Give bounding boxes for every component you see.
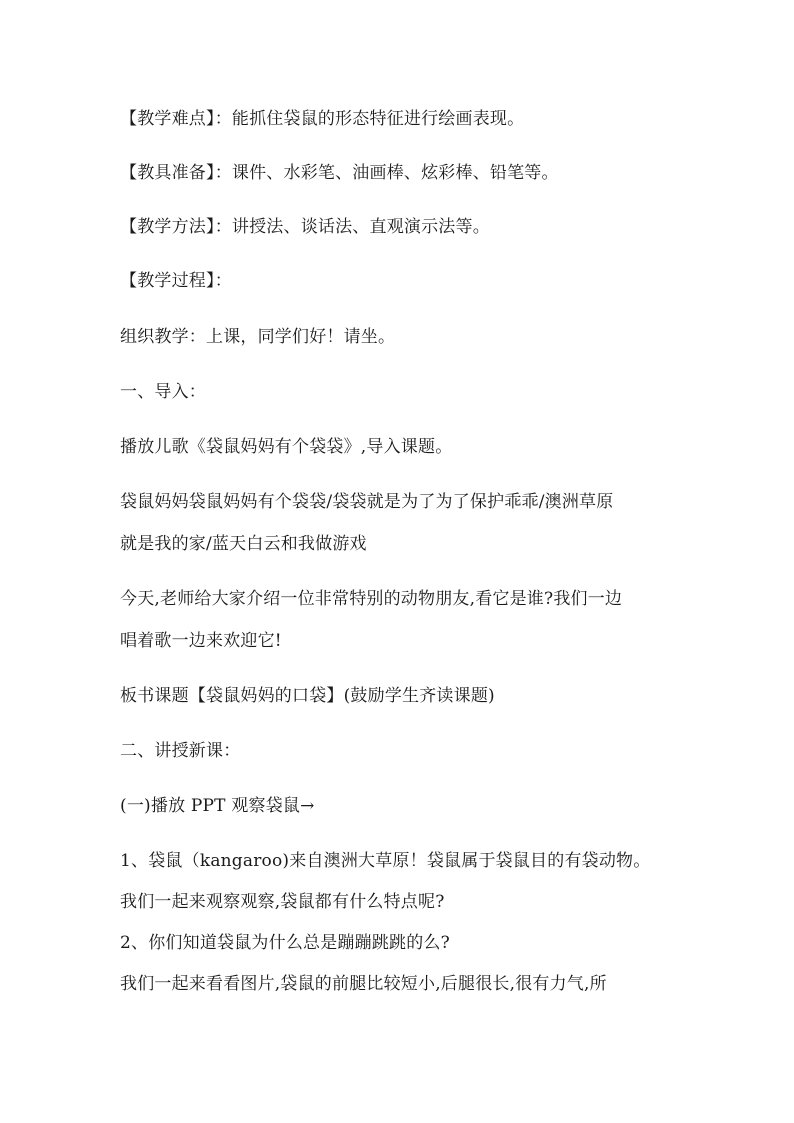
text-line-teaching-process: 【教学过程】： xyxy=(120,271,232,291)
text-line-play-song: 播放儿歌《袋鼠妈妈有个袋袋》,导入课题。 xyxy=(120,437,453,457)
text-line-class-organization: 组织教学：上课，同学们好！请坐。 xyxy=(120,327,396,347)
text-line-song-lyrics-2: 就是我的家/蓝天白云和我做游戏 xyxy=(120,534,367,554)
text-line-look-at-pictures: 我们一起来看看图片,袋鼠的前腿比较短小,后腿很长,很有力气,所 xyxy=(120,974,607,994)
text-line-board-title: 板书课题【袋鼠妈妈的口袋】(鼓励学生齐读课题) xyxy=(120,686,495,706)
section-heading-new-lesson: 二、讲授新课： xyxy=(120,741,241,761)
text-line-today-1: 今天,老师给大家介绍一位非常特别的动物朋友,看它是谁?我们一边 xyxy=(120,589,623,609)
text-line-teaching-materials: 【教具准备】：课件、水彩笔、油画棒、炫彩棒、铅笔等。 xyxy=(120,163,559,183)
text-line-kangaroo-origin: 1、袋鼠（kangaroo)来自澳洲大草原！袋鼠属于袋鼠目的有袋动物。 xyxy=(120,851,651,871)
text-line-ppt-observe: (一)播放 PPT 观察袋鼠→ xyxy=(120,796,315,816)
text-line-song-lyrics-1: 袋鼠妈妈袋鼠妈妈有个袋袋/袋袋就是为了为了保护乖乖/澳洲草原 xyxy=(120,492,614,512)
text-line-observe-features: 我们一起来观察观察,袋鼠都有什么特点呢? xyxy=(120,892,445,912)
text-line-why-jumping: 2、你们知道袋鼠为什么总是蹦蹦跳跳的么? xyxy=(120,933,450,953)
text-line-teaching-difficulty: 【教学难点】：能抓住袋鼠的形态特征进行绘画表现。 xyxy=(120,109,525,129)
section-heading-introduction: 一、导入： xyxy=(120,382,206,402)
text-line-today-2: 唱着歌一边来欢迎它! xyxy=(120,631,282,651)
text-line-teaching-methods: 【教学方法】：讲授法、谈话法、直观演示法等。 xyxy=(120,217,490,237)
